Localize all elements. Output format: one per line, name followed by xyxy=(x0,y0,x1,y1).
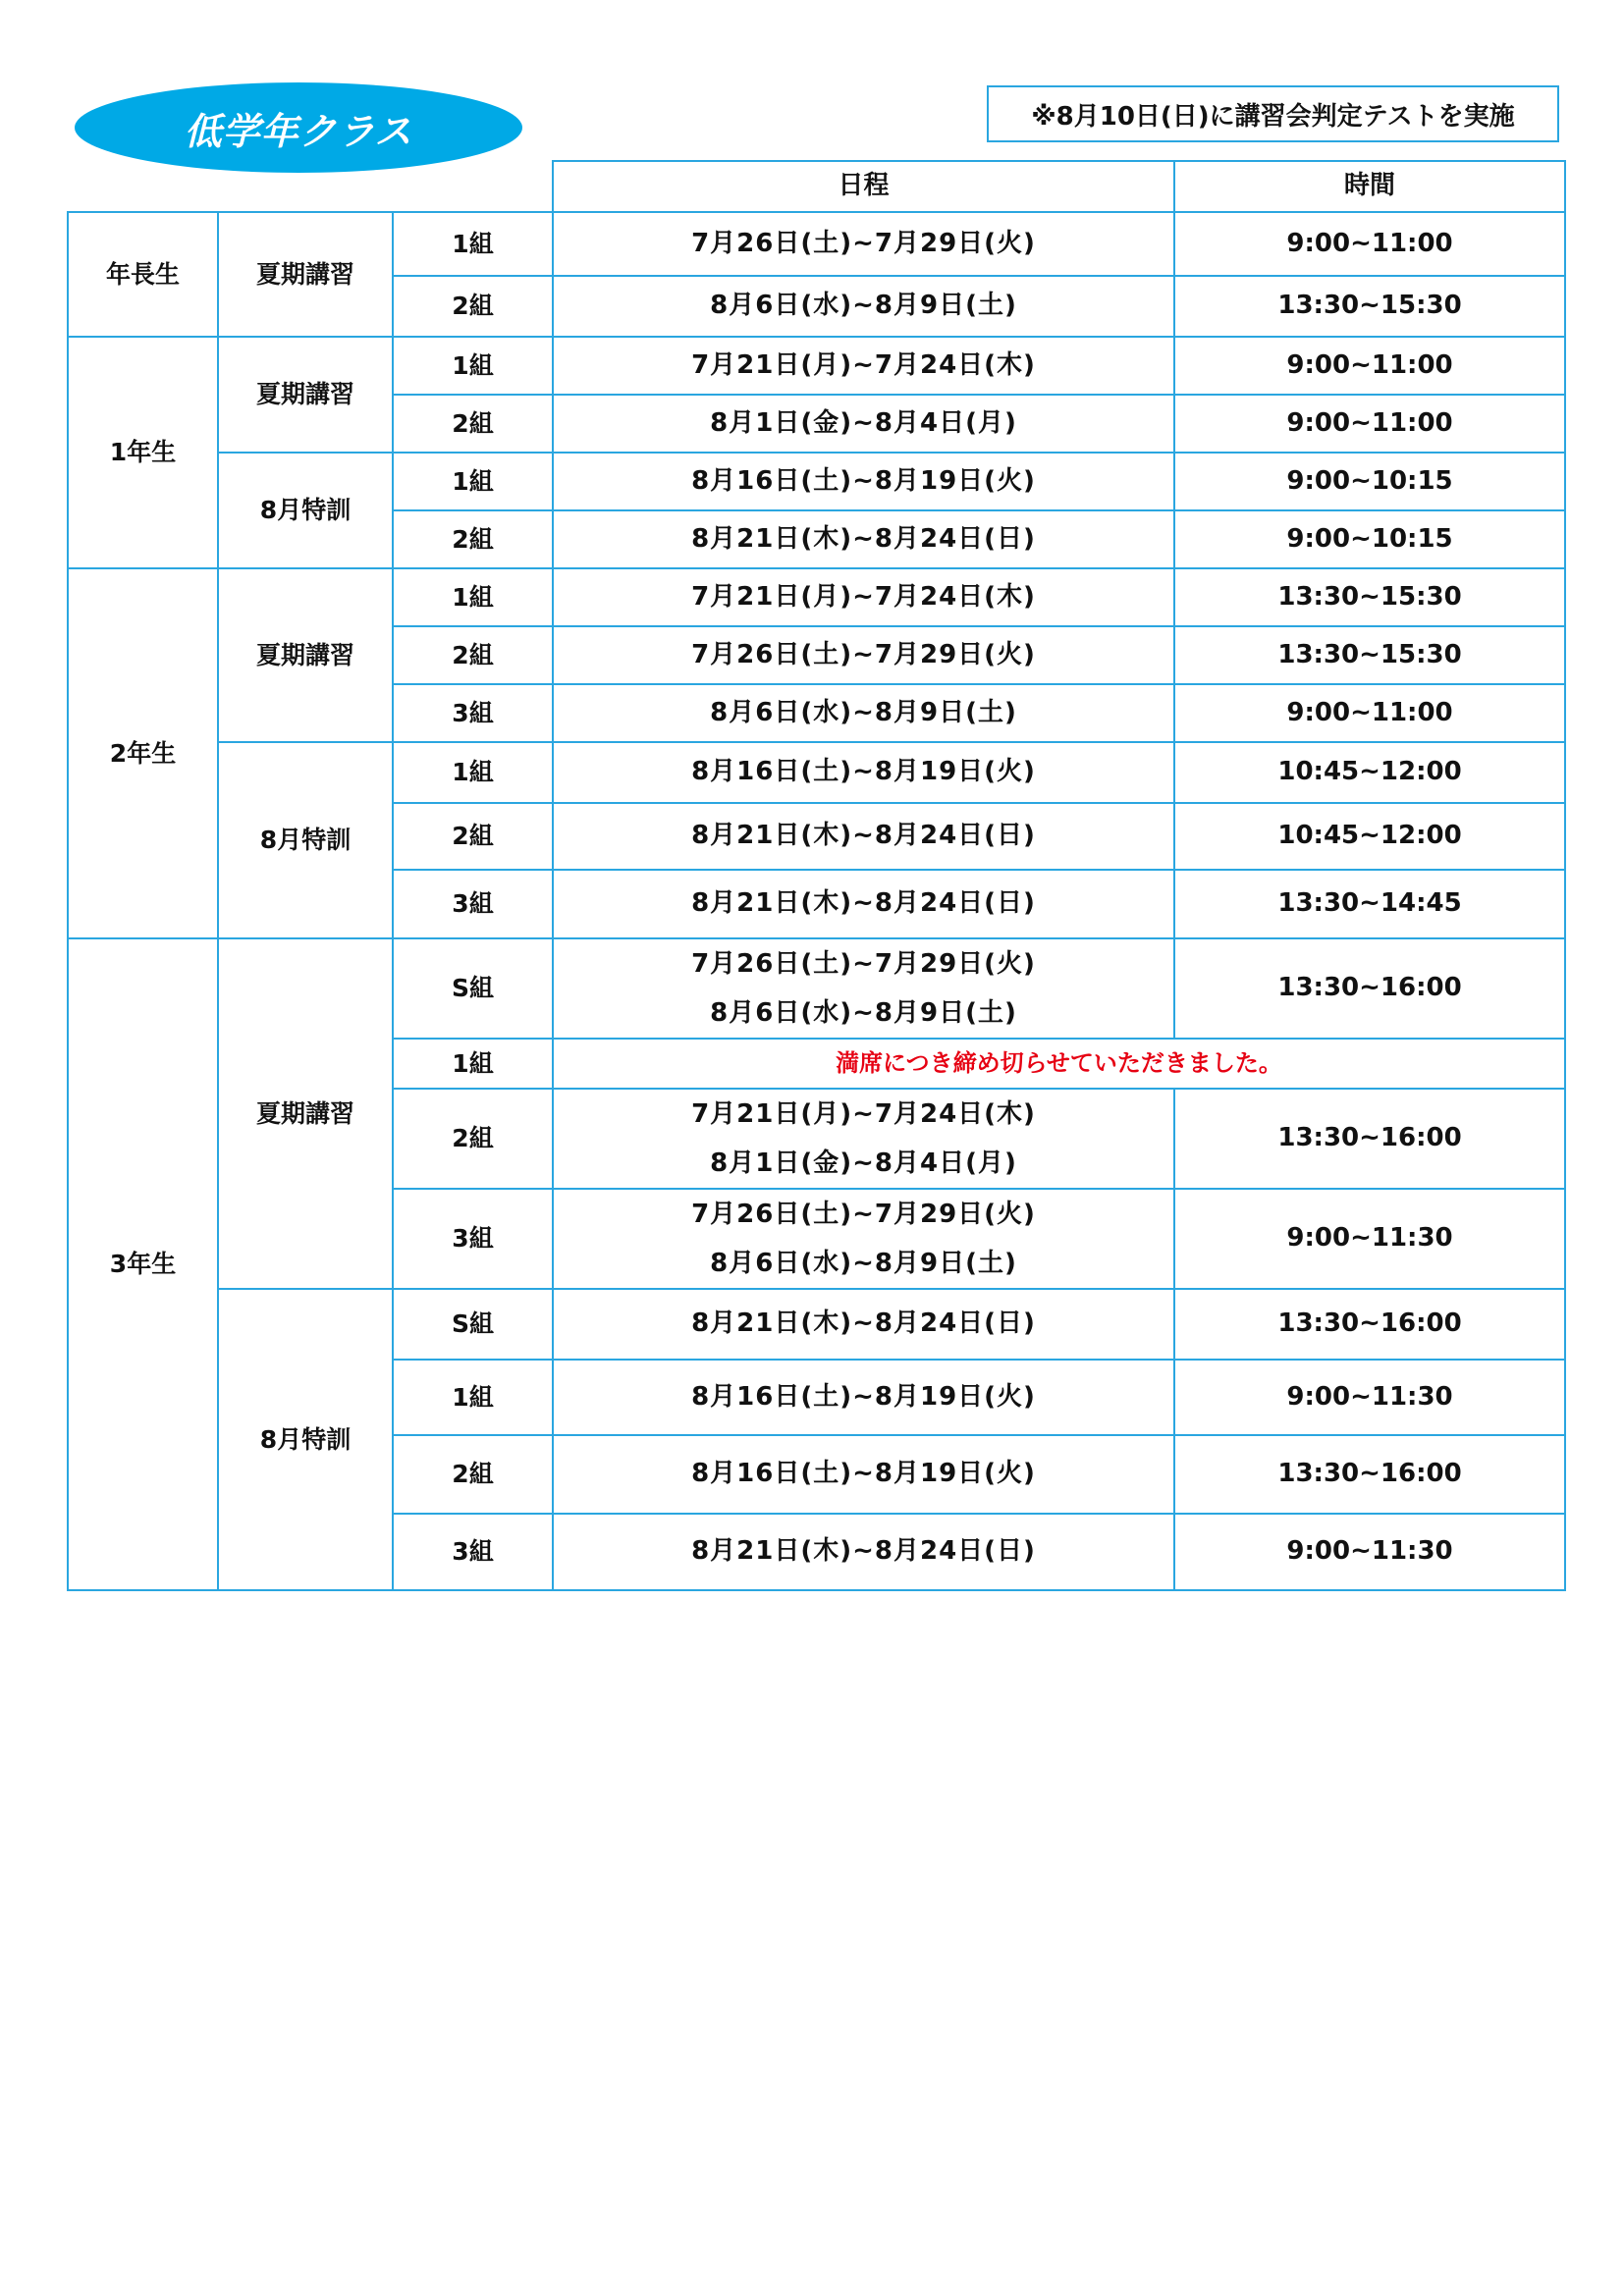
group-cell: 3組 xyxy=(393,684,553,742)
group-cell: 2組 xyxy=(393,395,553,453)
date-cell: 7月21日(月)~7月24日(木) xyxy=(553,337,1174,395)
time-cell: 9:00~10:15 xyxy=(1174,510,1565,568)
date-line: 7月26日(土)~7月29日(火) xyxy=(691,949,1036,979)
time-cell: 13:30~15:30 xyxy=(1174,626,1565,684)
group-cell: 3組 xyxy=(393,870,553,938)
time-cell: 13:30~16:00 xyxy=(1174,1435,1565,1514)
table-row xyxy=(68,742,1565,803)
schedule-table xyxy=(67,160,1566,1591)
course-cell: 夏期講習 xyxy=(218,212,393,337)
time-cell: 13:30~16:00 xyxy=(1174,938,1565,1039)
group-cell: S組 xyxy=(393,938,553,1039)
time-cell: 13:30~15:30 xyxy=(1174,276,1565,337)
group-cell: 1組 xyxy=(393,742,553,803)
header-time: 時間 xyxy=(1174,161,1565,212)
group-cell: 1組 xyxy=(393,212,553,276)
date-cell: 8月21日(木)~8月24日(日) xyxy=(553,510,1174,568)
table-row xyxy=(68,453,1565,510)
date-line: 8月1日(金)~8月4日(月) xyxy=(710,1148,1017,1178)
grade-cell: 2年生 xyxy=(68,568,218,938)
full-notice-cell: 満席につき締め切らせていただきました。 xyxy=(553,1039,1565,1089)
grade-cell: 1年生 xyxy=(68,337,218,568)
date-line: 7月21日(月)~7月24日(木) xyxy=(691,1099,1036,1129)
group-cell: S組 xyxy=(393,1289,553,1360)
class-title: 低学年クラス xyxy=(184,109,413,153)
date-line: 8月6日(水)~8月9日(土) xyxy=(710,1249,1017,1278)
time-cell: 9:00~11:00 xyxy=(1174,395,1565,453)
date-cell: 8月16日(土)~8月19日(火) xyxy=(553,742,1174,803)
test-notice: ※8月10日(日)に講習会判定テストを実施 xyxy=(1031,101,1515,132)
time-cell: 9:00~11:00 xyxy=(1174,684,1565,742)
group-cell: 3組 xyxy=(393,1514,553,1590)
date-cell: 8月21日(木)~8月24日(日) xyxy=(553,1514,1174,1590)
table-row xyxy=(68,938,1565,1039)
date-cell: 7月26日(土)~7月29日(火) xyxy=(553,626,1174,684)
group-cell: 2組 xyxy=(393,276,553,337)
date-cell: 8月21日(木)~8月24日(日) xyxy=(553,1289,1174,1360)
table-row xyxy=(68,568,1565,626)
date-cell: 8月1日(金)~8月4日(月) xyxy=(553,395,1174,453)
date-cell xyxy=(553,938,1174,1039)
grade-cell: 年長生 xyxy=(68,212,218,337)
course-cell: 夏期講習 xyxy=(218,568,393,742)
group-cell: 1組 xyxy=(393,453,553,510)
date-cell: 8月6日(水)~8月9日(土) xyxy=(553,276,1174,337)
time-cell: 13:30~15:30 xyxy=(1174,568,1565,626)
time-cell: 9:00~11:30 xyxy=(1174,1189,1565,1289)
group-cell: 1組 xyxy=(393,568,553,626)
time-cell: 13:30~14:45 xyxy=(1174,870,1565,938)
group-cell: 1組 xyxy=(393,1039,553,1089)
date-cell: 8月16日(土)~8月19日(火) xyxy=(553,1360,1174,1435)
date-cell xyxy=(553,1089,1174,1189)
time-cell: 13:30~16:00 xyxy=(1174,1089,1565,1189)
date-cell: 8月16日(土)~8月19日(火) xyxy=(553,453,1174,510)
time-cell: 9:00~11:00 xyxy=(1174,337,1565,395)
date-cell xyxy=(553,1189,1174,1289)
date-cell: 8月16日(土)~8月19日(火) xyxy=(553,1435,1174,1514)
group-cell: 3組 xyxy=(393,1189,553,1289)
group-cell: 2組 xyxy=(393,510,553,568)
time-cell: 9:00~10:15 xyxy=(1174,453,1565,510)
time-cell: 10:45~12:00 xyxy=(1174,803,1565,870)
header-spacer xyxy=(68,161,553,212)
group-cell: 2組 xyxy=(393,803,553,870)
date-cell: 8月6日(水)~8月9日(土) xyxy=(553,684,1174,742)
group-cell: 2組 xyxy=(393,1435,553,1514)
table-row xyxy=(68,1289,1565,1360)
date-cell: 7月21日(月)~7月24日(木) xyxy=(553,568,1174,626)
group-cell: 1組 xyxy=(393,1360,553,1435)
time-cell: 9:00~11:30 xyxy=(1174,1360,1565,1435)
time-cell: 13:30~16:00 xyxy=(1174,1289,1565,1360)
table-row xyxy=(68,212,1565,276)
group-cell: 2組 xyxy=(393,1089,553,1189)
course-cell: 8月特訓 xyxy=(218,1289,393,1590)
course-cell: 夏期講習 xyxy=(218,938,393,1289)
date-cell: 8月21日(木)~8月24日(日) xyxy=(553,870,1174,938)
header-schedule: 日程 xyxy=(553,161,1174,212)
date-line: 7月26日(土)~7月29日(火) xyxy=(691,1200,1036,1229)
group-cell: 2組 xyxy=(393,626,553,684)
date-cell: 8月21日(木)~8月24日(日) xyxy=(553,803,1174,870)
date-line: 8月6日(水)~8月9日(土) xyxy=(710,998,1017,1028)
date-cell: 7月26日(土)~7月29日(火) xyxy=(553,212,1174,276)
grade-cell: 3年生 xyxy=(68,938,218,1590)
group-cell: 1組 xyxy=(393,337,553,395)
time-cell: 10:45~12:00 xyxy=(1174,742,1565,803)
course-cell: 8月特訓 xyxy=(218,453,393,568)
test-notice-box xyxy=(987,85,1559,142)
time-cell: 9:00~11:00 xyxy=(1174,212,1565,276)
header-row xyxy=(68,161,1565,212)
time-cell: 9:00~11:30 xyxy=(1174,1514,1565,1590)
course-cell: 8月特訓 xyxy=(218,742,393,938)
table-row xyxy=(68,337,1565,395)
course-cell: 夏期講習 xyxy=(218,337,393,453)
